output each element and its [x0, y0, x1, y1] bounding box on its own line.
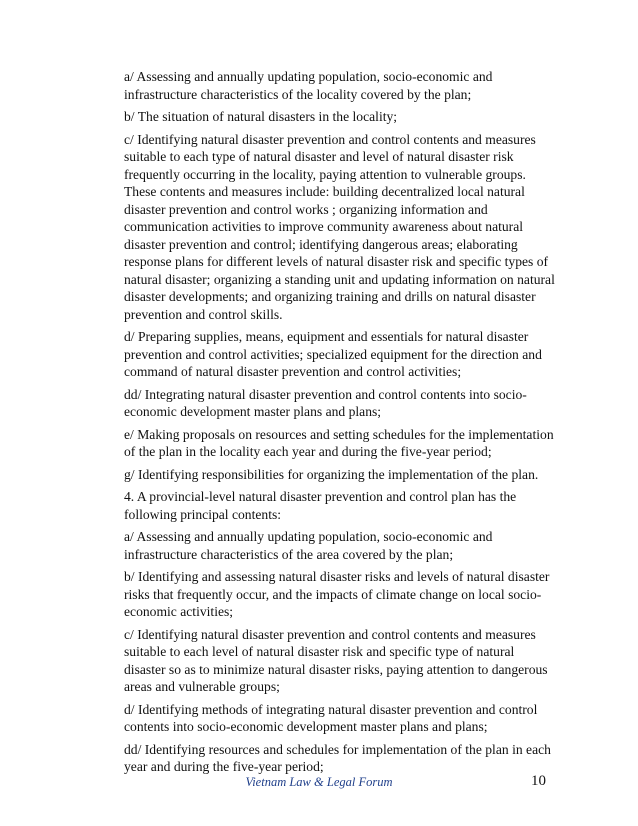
paragraph-c-prevention-measures: c/ Identifying natural disaster prevention and control contents and measures suitable to each type of natural disaster and level of natural disaster risk frequently occurring in the locality, paying attention to vulnerable groups. These contents and measures include: building decentralized local natural disaster prevention and control works ; organizing information and communication activities to improve community awareness about natural disaster prevention and control; identifying dangerous areas; elaborating response plans for different levels of natural disaster risk and specific types of natural disaster; organizing a standing unit and updating information on natural disaster developments; and organizing training and drills on natural disaster prevention and control skills. [124, 131, 555, 322]
paragraph-a-area-characteristics: a/ Assessing and annually updating population, socio-economic and infrastructure characteristics of the area covered by the plan; [124, 529, 493, 562]
paragraph-c-risk-minimization: c/ Identifying natural disaster prevention and control contents and measures suitable to each level of natural disaster risk and specific type of natural disaster so as to minimize natural disaster risks, paying attention to dangerous areas and vulnerable groups; [124, 626, 548, 694]
paragraph-d-supplies-equipment: d/ Preparing supplies, means, equipment and essentials for natural disaster prevention and control activities; specialized equipment for the direction and command of natural disaster prevention and control activities; [124, 329, 542, 379]
paragraph-g-responsibilities: g/ Identifying responsibilities for organizing the implementation of the plan. [124, 466, 539, 482]
paragraph-4-provincial-plan: 4. A provincial-level natural disaster prevention and control plan has the following principal contents: [124, 489, 517, 522]
page-number: 10 [531, 773, 546, 789]
footer-publication-title: Vietnam Law & Legal Forum [245, 775, 393, 789]
paragraph-b-disaster-situation: b/ The situation of natural disasters in the locality; [124, 109, 398, 124]
paragraph-a-locality-characteristics: a/ Assessing and annually updating population, socio-economic and infrastructure characteristics of the locality covered by the plan; [124, 69, 493, 102]
paragraph-b-risk-assessment: b/ Identifying and assessing natural disaster risks and levels of natural disaster risks that frequently occur, and the impacts of climate change on local socio-economic activities; [124, 569, 550, 619]
paragraph-dd-resources-implementation: dd/ Identifying resources and schedules for implementation of the plan in each year and during the five-year period; [124, 741, 551, 774]
paragraph-dd-integration: dd/ Integrating natural disaster prevention and control contents into socio-economic development master plans and plans; [124, 386, 527, 419]
paragraph-d-integration-methods: d/ Identifying methods of integrating natural disaster prevention and control contents into socio-economic development master plans and plans; [124, 701, 538, 734]
paragraph-e-resources-schedules: e/ Making proposals on resources and setting schedules for the implementation of the plan in the locality each year and during the five-year period; [124, 426, 554, 459]
page-body [124, 68, 556, 781]
